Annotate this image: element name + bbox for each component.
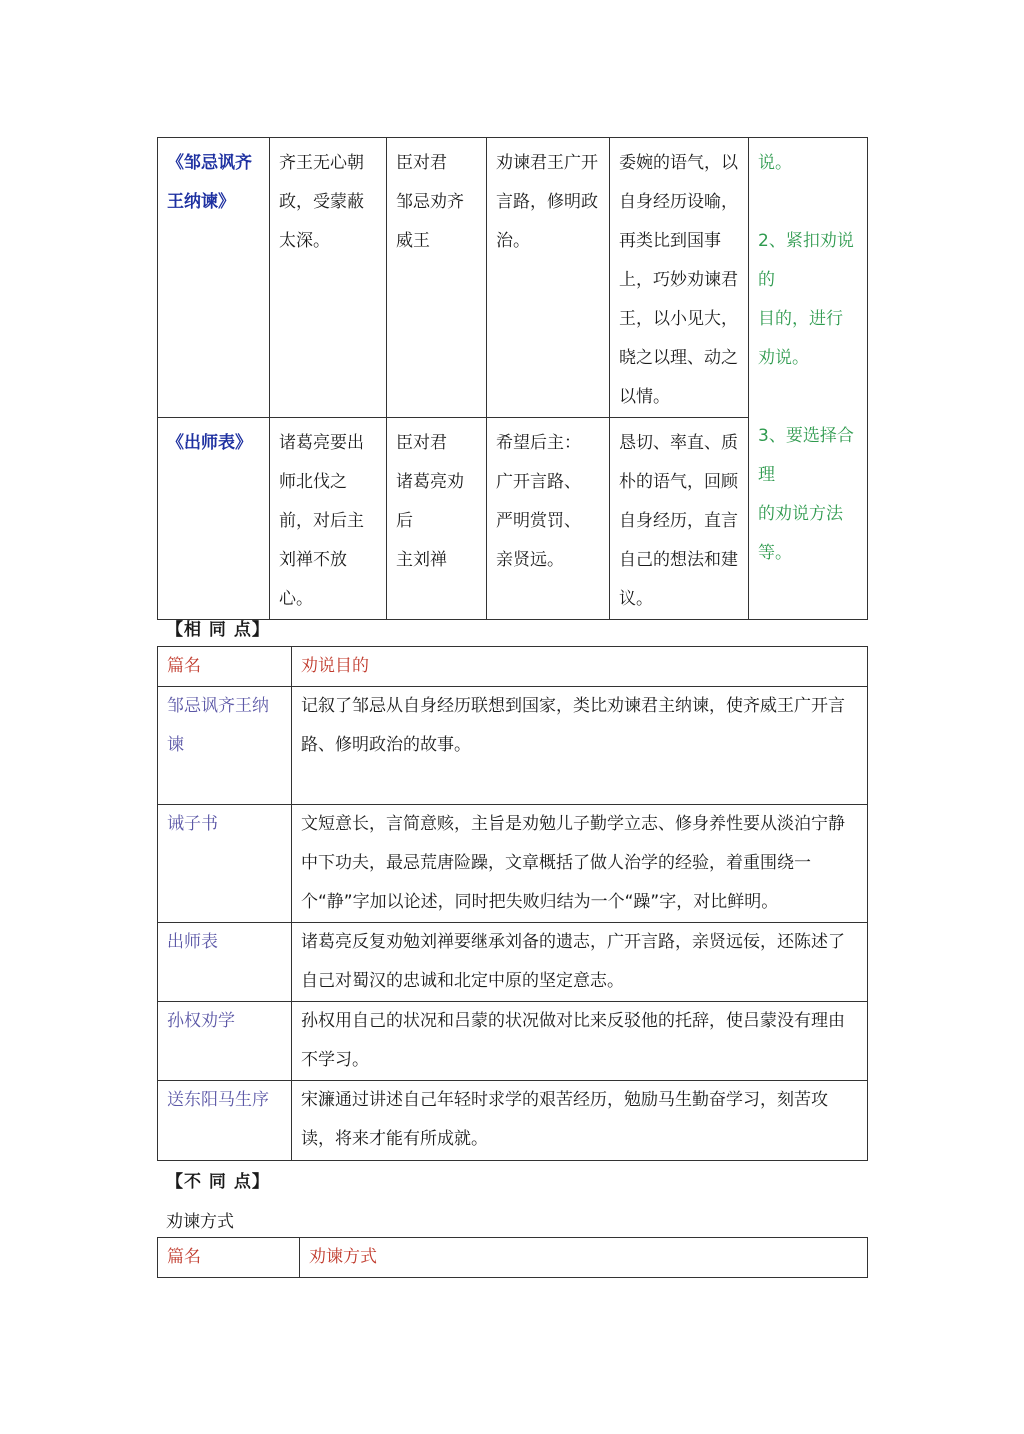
essay-summary: 孙权用自己的状况和吕蒙的状况做对比来反驳他的托辞，使吕蒙没有理由不学习。	[292, 1002, 868, 1081]
table-header-row	[158, 1238, 868, 1278]
purpose-cell: 劝谏君王广开言路，修明政治。	[487, 138, 610, 418]
essay-name: 邹忌讽齐王纳谏	[158, 687, 292, 805]
table-row	[158, 1002, 868, 1081]
essay-summary: 宋濂通过讲述自己年轻时求学的艰苦经历，勉励马生勤奋学习，刻苦攻读，将来才能有所成就。	[292, 1081, 868, 1161]
header-purpose: 劝说目的	[292, 647, 868, 687]
table-row	[158, 923, 868, 1002]
essay-name: 送东阳马生序	[158, 1081, 292, 1161]
difference-table	[157, 1237, 868, 1278]
comparison-table	[157, 137, 868, 620]
header-title: 篇名	[158, 647, 292, 687]
section-heading-same: 【相 同 点】	[166, 620, 270, 640]
table-row	[158, 1081, 868, 1161]
similarity-table	[157, 646, 868, 1161]
essay-title: 《出师表》	[158, 418, 270, 620]
essay-name: 出师表	[158, 923, 292, 1002]
essay-title: 《邹忌讽齐王纳谏》	[158, 138, 270, 418]
table-header-row	[158, 647, 868, 687]
background-cell: 诸葛亮要出师北伐之前，对后主刘禅不放 心。	[270, 418, 387, 620]
essay-summary: 诸葛亮反复劝勉刘禅要继承刘备的遗志，广开言路，亲贤远佞，还陈述了自己对蜀汉的忠诚和北定中原的坚定意志。	[292, 923, 868, 1002]
table-row	[158, 138, 868, 418]
section-heading-diff: 【不 同 点】	[166, 1172, 270, 1192]
subheading: 劝谏方式	[166, 1212, 234, 1232]
method-cell: 恳切、率直、质朴的语气，回顾自身经历，直言自己的想法和建议。	[610, 418, 749, 620]
table-row	[158, 805, 868, 923]
essay-summary: 文短意长，言简意赅，主旨是劝勉儿子勤学立志、修身养性要从淡泊宁静中下功夫，最忌荒唐险躁，文章概括了做人治学的经验，着重围绕一个“静”字加以论述，同时把失败归结为一个“躁”字，对比鲜明。	[292, 805, 868, 923]
essay-name: 孙权劝学	[158, 1002, 292, 1081]
relation-cell: 臣对君 邹忌劝齐威王	[387, 138, 487, 418]
essay-summary: 记叙了邹忌从自身经历联想到国家，类比劝谏君主纳谏，使齐威王广开言路、修明政治的故事。	[292, 687, 868, 805]
relation-cell: 臣对君 诸葛亮劝后 主刘禅	[387, 418, 487, 620]
header-title: 篇名	[158, 1238, 300, 1278]
background-cell: 齐王无心朝政，受蒙蔽太深。	[270, 138, 387, 418]
method-cell: 委婉的语气，以自身经历设喻，再类比到国事上，巧妙劝谏君王，以小见大，晓之以理、动之以情。	[610, 138, 749, 418]
header-method: 劝谏方式	[300, 1238, 868, 1278]
note-cell: 说。 2、紧扣劝说的 目的，进行劝说。 3、要选择合理 的劝说方法等。	[749, 138, 868, 620]
purpose-cell: 希望后主： 广开言路、 严明赏罚、 亲贤远。	[487, 418, 610, 620]
table-row	[158, 687, 868, 805]
essay-name: 诫子书	[158, 805, 292, 923]
